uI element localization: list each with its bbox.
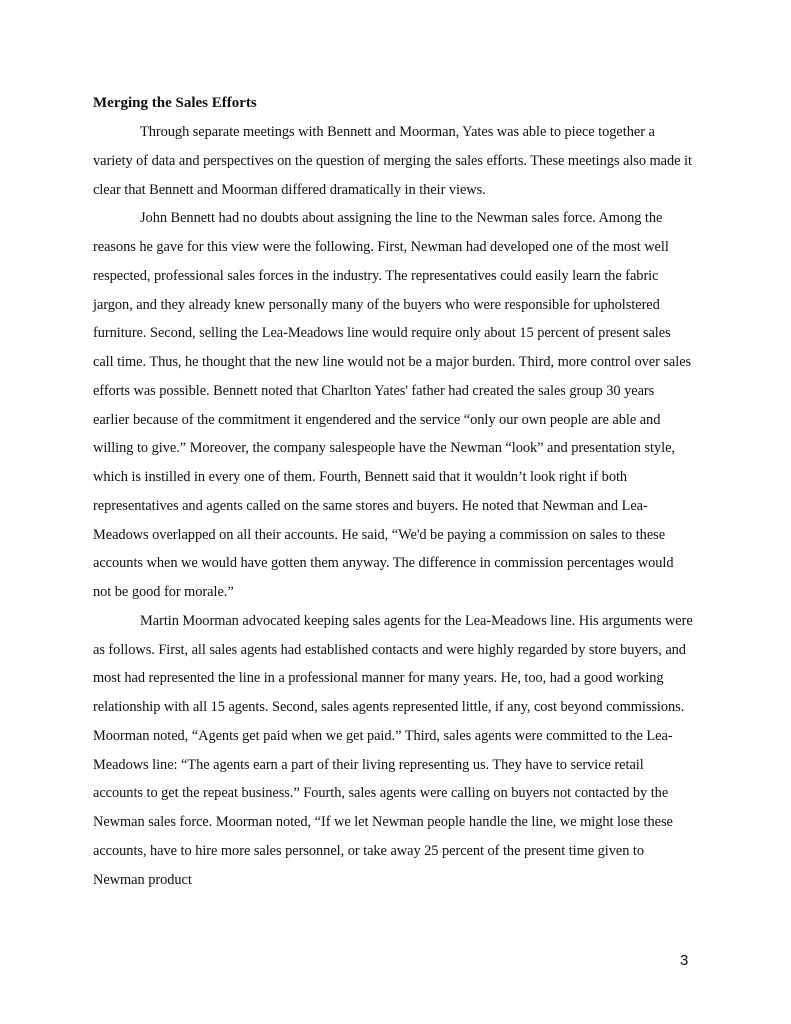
- paragraph-intro: Through separate meetings with Bennett and Moorman, Yates was able to piece together a variety of data and perspectives on the question of merging the sales efforts. These meetings also made it clear that Bennett and Moorman differed dramatically in their views.: [93, 124, 692, 198]
- document-body: [93, 94, 693, 894]
- paragraph-moorman: Martin Moorman advocated keeping sales agents for the Lea-Meadows line. His arguments were as follows. First, all sales agents had established contacts and were highly regarded by store buyers, and most had represented the line in a professional manner for many years. He, too, had a good working relationship with all 15 agents. Second, sales agents represented little, if any, cost beyond commissions. Moorman noted, “Agents get paid when we get paid.” Third, sales agents were committed to the Lea-Meadows line: “The agents earn a part of their living representing us. They have to service retail accounts to get the repeat business.” Fourth, sales agents were calling on buyers not contacted by the Newman sales force. Moorman noted, “If we let Newman people handle the line, we might lose these accounts, have to hire more sales personnel, or take away 25 percent of the present time given to Newman product: [93, 612, 693, 888]
- page-number: 3: [680, 952, 689, 969]
- paragraph-bennett: John Bennett had no doubts about assigning the line to the Newman sales force. Among the reasons he gave for this view were the following. First, Newman had developed one of the most well respected, professional sales forces in the industry. The representatives could easily learn the fabric jargon, and they already knew personally many of the buyers who were responsible for upholstered furniture. Second, selling the Lea-Meadows line would require only about 15 percent of present sales call time. Thus, he thought that the new line would not be a major burden. Third, more control over sales efforts was possible. Bennett noted that Charlton Yates' father had created the sales group 30 years earlier because of the commitment it engendered and the service “only our own people are able and willing to give.” Moreover, the company salespeople have the Newman “look” and presentation style, which is instilled in every one of them. Fourth, Bennett said that it wouldn’t look right if both representatives and agents called on the same stores and buyers. He noted that Newman and Lea-Meadows overlapped on all their accounts. He said, “We'd be paying a commission on sales to these accounts when we would have gotten them anyway. The difference in commission percentages would not be good for morale.”: [93, 210, 692, 600]
- section-heading: Merging the Sales Efforts: [93, 95, 257, 111]
